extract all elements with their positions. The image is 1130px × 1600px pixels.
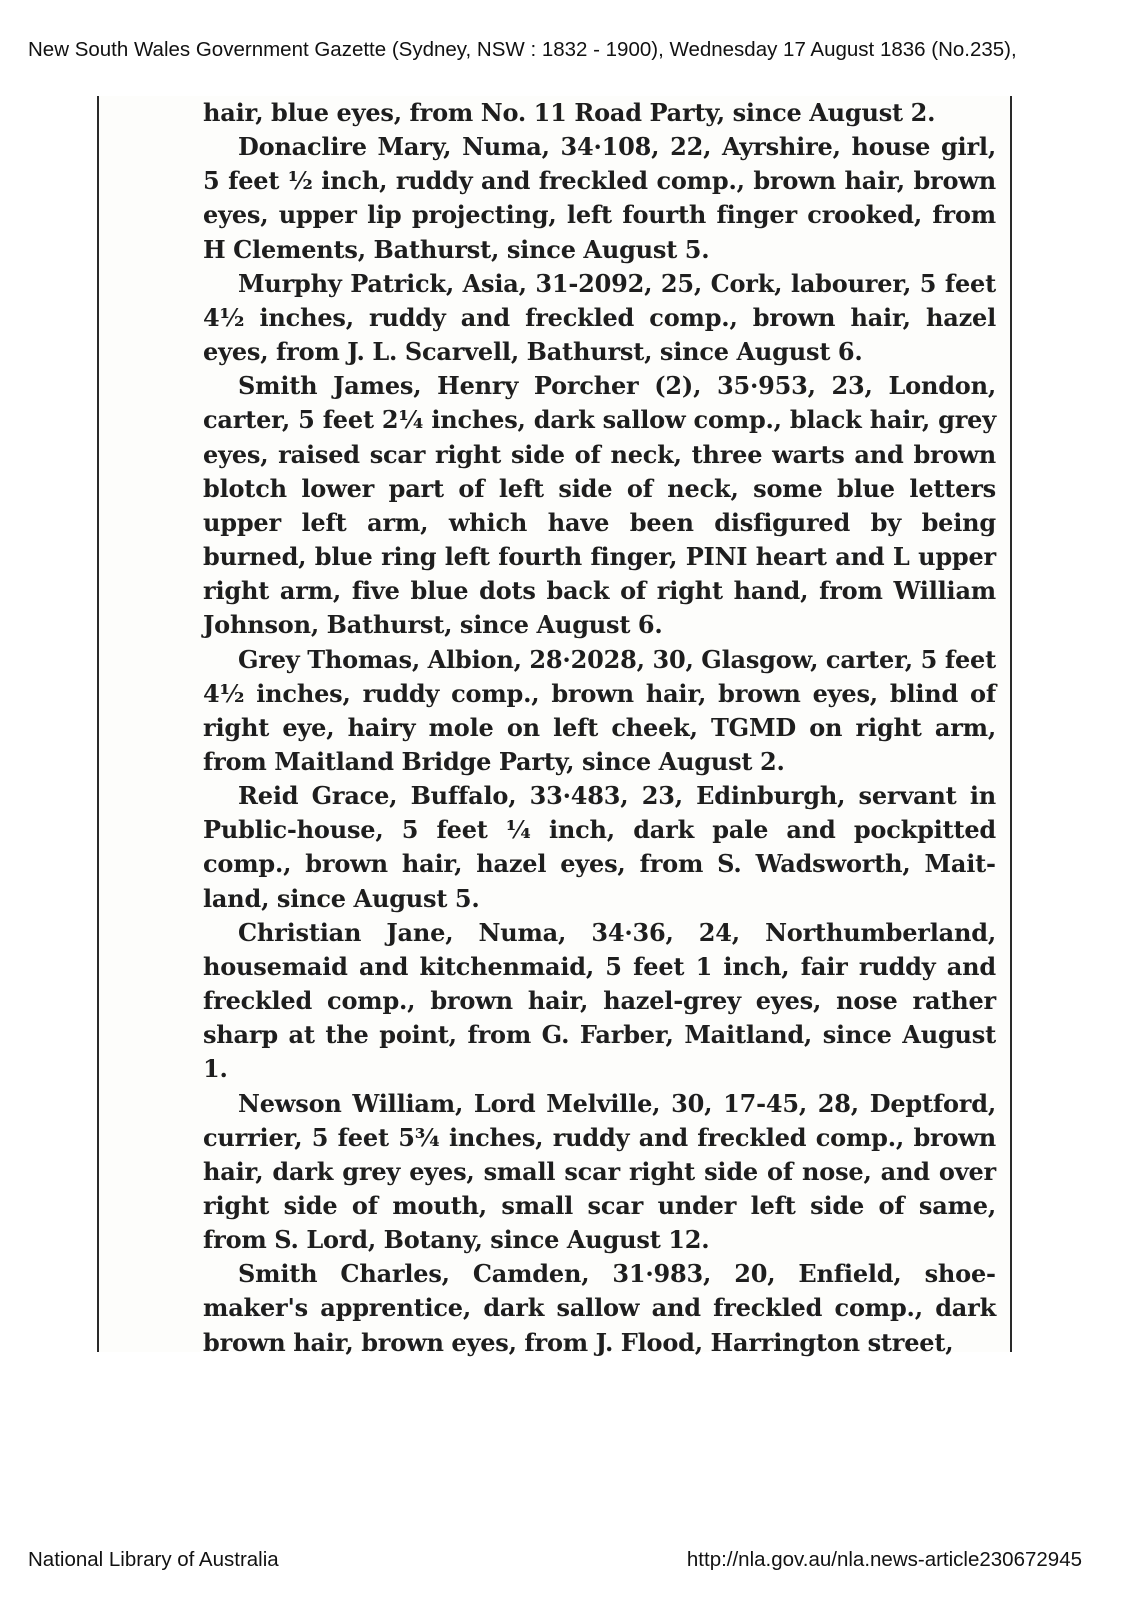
- page-header-citation: New South Wales Government Gazette (Sydney, NSW : 1832 - 1900), Wednesday 17 August 1836 (No.235),: [28, 38, 1017, 61]
- article-paragraph: Grey Thomas, Albion, 28·2028, 30, Glasgow, carter, 5 feet 4½ inches, ruddy comp., brown hair, brown eyes, blind of right eye, hairy mole on left cheek, TGMD on right arm, from Maitland Bridge Party, since August 2.: [203, 644, 996, 776]
- article-paragraph: Newson William, Lord Melville, 30, 17-45, 28, Deptford, currier, 5 feet 5¾ inches, ruddy and freckled comp., brown hair, dark grey eyes, small scar right side of nose, and over right side of mouth, small scar under left side of same, from S. Lord, Botany, since August 12.: [203, 1088, 996, 1255]
- article-paragraph: Christian Jane, Numa, 34·36, 24, Northumberland, housemaid and kitchenmaid, 5 feet 1 inch, fair ruddy and freckled comp., brown hair, hazel-grey eyes, nose rather sharp at the point, from G. Farber, Maitland, since August 1.: [203, 917, 996, 1084]
- footer-url[interactable]: http://nla.gov.au/nla.news-article230672945: [686, 1548, 1082, 1571]
- article-paragraph: Murphy Patrick, Asia, 31-2092, 25, Cork, labourer, 5 feet 4½ inches, ruddy and freckled comp., brown hair, hazel eyes, from J. L. Scarvell, Bathurst, since August 6.: [203, 268, 996, 367]
- article-column: [203, 96, 996, 1360]
- article-paragraph: hair, blue eyes, from No. 11 Road Party, since August 2.: [203, 98, 936, 127]
- article-paragraph: Donaclire Mary, Numa, 34·108, 22, Ayrshire, house girl, 5 feet ½ inch, ruddy and freckled comp., brown hair, brown eyes, upper lip projecting, left fourth finger crooked, from H Clements, Bathurst, since August 5.: [203, 132, 996, 264]
- article-paragraph: Smith Charles, Camden, 31·983, 20, Enfield, shoemaker's apprentice, dark sallow and freckled comp., dark brown hair, brown eyes, from J. Flood, Harrington street,: [203, 1259, 996, 1357]
- newspaper-scan: [97, 96, 1012, 1357]
- article-paragraph: Reid Grace, Buffalo, 33·483, 23, Edinburgh, servant in Public-house, 5 feet ¼ inch, dark pale and pockpitted comp., brown hair, hazel eyes, from S. Wadsworth, Maitland, since August 5.: [203, 781, 996, 913]
- article-paragraph: Smith James, Henry Porcher (2), 35·953, 23, London, carter, 5 feet 2¼ inches, dark sallow comp., black hair, grey eyes, raised scar right side of neck, three warts and brown blotch lower part of left side of neck, some blue letters upper left arm, which have been disfigured by being burned, blue ring left fourth finger, PINI heart and L upper right arm, five blue dots back of right hand, from William Johnson, Bathurst, since August 6.: [203, 371, 996, 640]
- footer-source: National Library of Australia: [28, 1548, 279, 1571]
